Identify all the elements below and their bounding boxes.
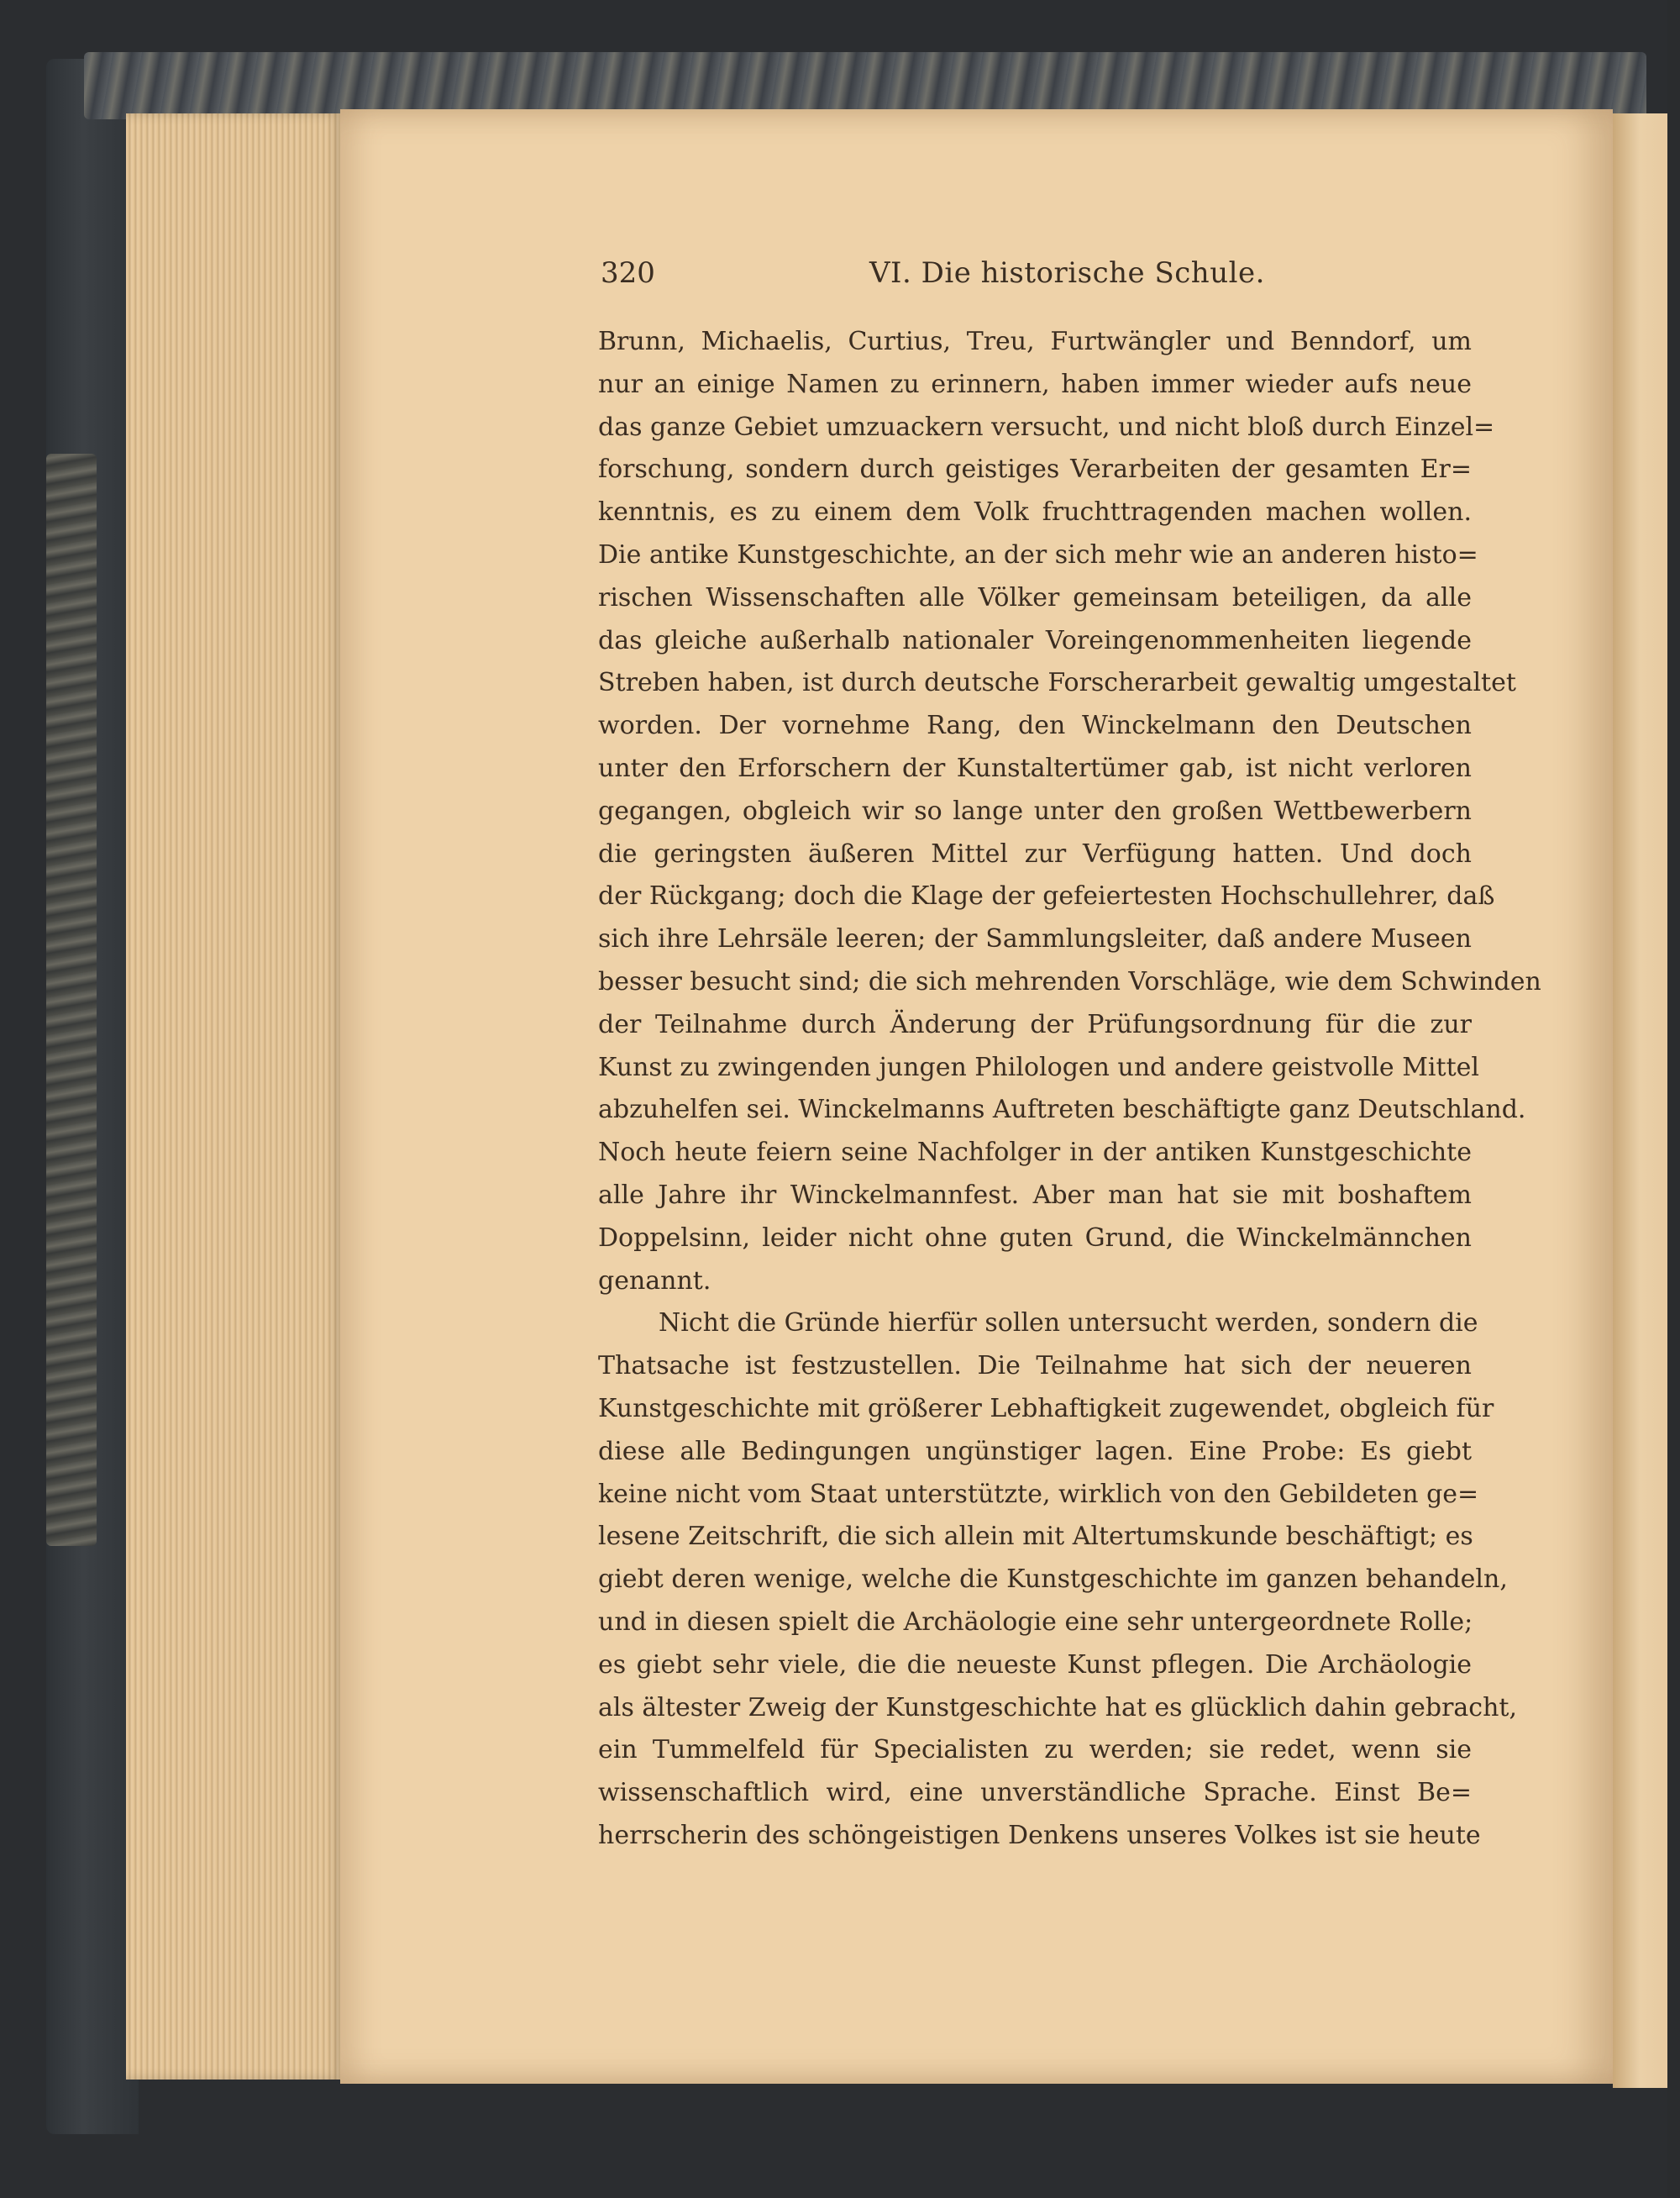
text-line: kenntnis, es zu einem dem Volk fruchttragenden machen wollen. bbox=[598, 497, 1472, 528]
text-line: der Teilnahme durch Änderung der Prüfungsordnung für die zur bbox=[598, 1009, 1472, 1039]
text-line: nur an einige Namen zu erinnern, haben immer wieder aufs neue bbox=[598, 369, 1472, 399]
text-line: wissenschaftlich wird, eine unverständliche Sprache. Einst Be= bbox=[598, 1778, 1472, 1808]
paragraph-start-line: Nicht die Gründe hierfür sollen untersucht werden, sondern die bbox=[659, 1308, 1478, 1338]
text-line: rischen Wissenschaften alle Völker gemeinsam beteiligen, da alle bbox=[598, 582, 1472, 613]
text-line: forschung, sondern durch geistiges Verarbeiten der gesamten Er= bbox=[598, 455, 1472, 485]
text-line: das gleiche außerhalb nationaler Voreingenommenheiten liegende bbox=[598, 625, 1472, 655]
page-stack-edge bbox=[126, 113, 344, 2080]
text-line: der Rückgang; doch die Klage der gefeiertesten Hochschullehrer, daß bbox=[598, 881, 1495, 912]
text-line: unter den Erforschern der Kunstaltertümer gab, ist nicht verloren bbox=[598, 753, 1472, 783]
text-line: Thatsache ist festzustellen. Die Teilnahme hat sich der neueren bbox=[598, 1351, 1472, 1381]
text-line: Kunstgeschichte mit größerer Lebhaftigkeit zugewendet, obgleich für bbox=[598, 1393, 1494, 1423]
text-line: die geringsten äußeren Mittel zur Verfügung hatten. Und doch bbox=[598, 839, 1472, 869]
running-title: VI. Die historische Schule. bbox=[869, 256, 1265, 290]
page-number: 320 bbox=[601, 256, 655, 290]
text-line: diese alle Bedingungen ungünstiger lagen. Eine Probe: Es giebt bbox=[598, 1436, 1472, 1466]
text-line: gegangen, obgleich wir so lange unter den großen Wettbewerbern bbox=[598, 796, 1472, 826]
text-line: das ganze Gebiet umzuackern versucht, und nicht bloß durch Einzel= bbox=[598, 412, 1495, 442]
marbled-cover-pattern bbox=[46, 454, 97, 1546]
text-line: Doppelsinn, leider nicht ohne guten Grund, die Winckelmännchen bbox=[598, 1223, 1472, 1253]
text-line: und in diesen spielt die Archäologie eine sehr untergeordnete Rolle; bbox=[598, 1606, 1473, 1637]
text-line: Brunn, Michaelis, Curtius, Treu, Furtwängler und Benndorf, um bbox=[598, 327, 1472, 356]
text-line: giebt deren wenige, welche die Kunstgeschichte im ganzen behandeln, bbox=[598, 1564, 1508, 1595]
text-line: Streben haben, ist durch deutsche Forscherarbeit gewaltig umgestaltet bbox=[598, 668, 1516, 698]
background-strip bbox=[1667, 0, 1680, 2198]
text-line: ein Tummelfeld für Specialisten zu werden; sie redet, wenn sie bbox=[598, 1735, 1472, 1765]
text-line: besser besucht sind; die sich mehrenden Vorschläge, wie dem Schwinden bbox=[598, 966, 1541, 996]
page-header bbox=[601, 256, 1466, 298]
text-line: Kunst zu zwingenden jungen Philologen und andere geistvolle Mittel bbox=[598, 1052, 1479, 1082]
body-text bbox=[598, 321, 1541, 1858]
text-line: abzuhelfen sei. Winckelmanns Auftreten beschäftigte ganz Deutschland. bbox=[598, 1095, 1526, 1125]
text-line: genannt. bbox=[598, 1265, 711, 1296]
text-line: keine nicht vom Staat unterstützte, wirklich von den Gebildeten ge= bbox=[598, 1479, 1479, 1509]
text-line: Die antike Kunstgeschichte, an der sich mehr wie an anderen histo= bbox=[598, 539, 1478, 570]
text-line: sich ihre Lehrsäle leeren; der Sammlungsleiter, daß andere Museen bbox=[598, 924, 1472, 954]
text-line: lesene Zeitschrift, die sich allein mit Altertumskunde beschäftigt; es bbox=[598, 1522, 1473, 1552]
text-line: als ältester Zweig der Kunstgeschichte hat es glücklich dahin gebracht, bbox=[598, 1692, 1518, 1722]
text-line: alle Jahre ihr Winckelmannfest. Aber man hat sie mit boshaftem bbox=[598, 1180, 1472, 1210]
text-line: worden. Der vornehme Rang, den Winckelmann den Deutschen bbox=[598, 711, 1472, 741]
text-line: Noch heute feiern seine Nachfolger in der antiken Kunstgeschichte bbox=[598, 1138, 1472, 1168]
text-line: es giebt sehr viele, die die neueste Kunst pflegen. Die Archäologie bbox=[598, 1649, 1472, 1680]
text-line: herrscherin des schöngeistigen Denkens unseres Volkes ist sie heute bbox=[598, 1820, 1481, 1850]
